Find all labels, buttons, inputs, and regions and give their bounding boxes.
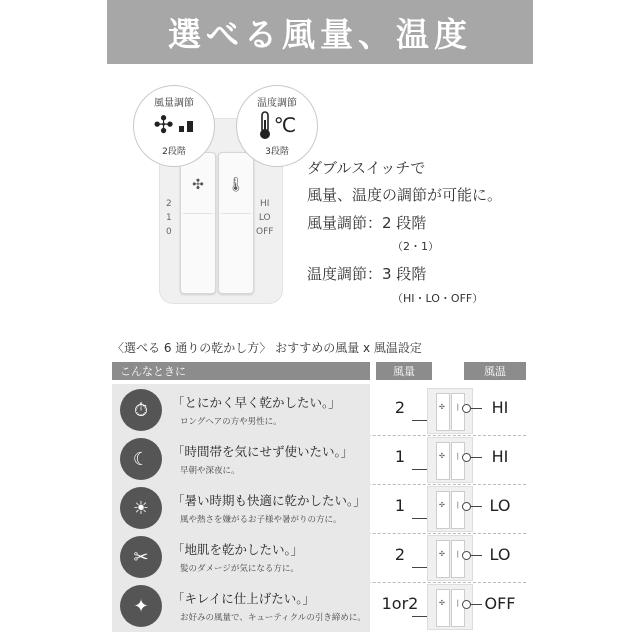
celsius-unit: ℃ [273, 113, 297, 137]
fan-icon: ✣ [153, 111, 174, 139]
table-row [112, 531, 526, 583]
table-row [112, 580, 526, 632]
thermometer-icon: ❘ [455, 501, 461, 509]
volume-value: 1 [394, 447, 406, 466]
fan-level-1: 1 [166, 213, 172, 223]
quick-icon-glyph: ⏱ [133, 399, 149, 421]
fan-icon: ✣ [439, 403, 445, 411]
desc-line-1: ダブルスイッチで [307, 159, 426, 177]
situation-sub: ロングヘアの方や男性に。 [180, 417, 282, 427]
badge-temp-title: 温度調節 [257, 98, 297, 109]
desc-temp-label: 温度調節：3 段階 [307, 265, 427, 283]
temp-value: OFF [484, 594, 516, 613]
situation-main: 「暑い時期も快適に乾かしたい。」 [172, 493, 366, 508]
table-row [112, 384, 526, 436]
moon-star-icon-glyph: ☾ [132, 448, 150, 470]
volume-value: 1 [394, 496, 406, 515]
fan-icon: ✣ [192, 177, 204, 193]
desc-fan-sub: （2・1） [392, 240, 439, 253]
thermometer-icon: 🌡 [227, 177, 245, 193]
badge-fan-title: 風量調節 [154, 98, 194, 109]
desc-temp-sub: （HI・LO・OFF） [392, 292, 484, 305]
volume-value: 1or2 [381, 594, 419, 613]
header-temp [464, 362, 526, 380]
fan-icon: ✣ [439, 550, 445, 558]
level-bars-icon [177, 118, 195, 132]
desc-line-2: 風量、温度の調節が可能に。 [307, 186, 503, 204]
sun-thermometer-icon-glyph: ☀ [132, 497, 150, 519]
situation-main: 「時間帯を気にせず使いたい。」 [172, 444, 354, 459]
table-row [112, 482, 526, 534]
situation-main: 「とにかく早く乾かしたい。」 [172, 395, 341, 410]
fan-rocker-switch [180, 152, 216, 294]
thermometer-icon: ❘ [455, 550, 461, 558]
situation-sub: 早朝や深夜に。 [180, 466, 240, 476]
fan-level-labels [166, 197, 172, 239]
quick-icon [120, 389, 162, 431]
sparkle-face-icon [120, 585, 162, 627]
mini-fan-switch [436, 491, 450, 529]
fan-icon: ✣ [439, 501, 445, 509]
page-title: 選べる風量、温度 [168, 14, 472, 54]
situation-main: 「地肌を乾かしたい。」 [172, 542, 304, 557]
temp-level-off: OFF [256, 227, 274, 237]
thermometer-icon: ❘ [455, 452, 461, 460]
header-temp-label: 風温 [484, 365, 506, 378]
badge-fan-steps: 2段階 [162, 147, 186, 157]
header-volume-label: 風量 [393, 365, 415, 378]
mini-fan-switch [436, 442, 450, 480]
table-title: 〈選べる 6 通りの乾かし方〉 おすすめの風量 x 風温設定 [112, 341, 422, 355]
thermometer-icon [258, 110, 272, 140]
fan-icon: ✣ [439, 599, 445, 607]
fan-adjust-badge [133, 85, 215, 167]
temp-level-lo: LO [258, 213, 271, 223]
temp-pointer-dot [462, 551, 471, 560]
desc-fan-label: 風量調節：2 段階 [307, 214, 427, 232]
temp-level-hi: HI [260, 199, 270, 209]
situation-sub: 髪のダメージが気になる方に。 [180, 564, 299, 574]
thermometer-icon: ❘ [455, 599, 461, 607]
header-volume [376, 362, 432, 380]
temp-value: LO [489, 545, 511, 564]
temp-value: HI [491, 398, 509, 417]
header-situation [112, 362, 370, 380]
title-banner [107, 0, 533, 64]
header-situation-label: こんなときに [120, 365, 186, 378]
temp-pointer-dot [462, 453, 471, 462]
fan-icon: ✣ [439, 452, 445, 460]
hair-icon [120, 536, 162, 578]
temp-level-labels [256, 197, 273, 239]
mini-fan-switch [436, 589, 450, 627]
sun-thermometer-icon [120, 487, 162, 529]
situation-sub: お好みの風量で、キューティクルの引き締めに。 [180, 613, 366, 623]
temp-adjust-badge [236, 85, 318, 167]
table-row [112, 433, 526, 485]
temp-pointer-dot [462, 600, 471, 609]
fan-level-2: 2 [166, 199, 172, 209]
mini-fan-switch [436, 540, 450, 578]
temp-value: LO [489, 496, 511, 515]
mini-fan-switch [436, 393, 450, 431]
situation-sub: 風や熱さを嫌がるお子様や暑がりの方に。 [180, 515, 342, 525]
temp-pointer-dot [462, 502, 471, 511]
temp-value: HI [491, 447, 509, 466]
volume-value: 2 [394, 545, 406, 564]
temp-pointer-dot [462, 404, 471, 413]
situation-main: 「キレイに仕上げたい。」 [172, 591, 316, 606]
fan-level-0: 0 [166, 227, 172, 237]
badge-temp-steps: 3段階 [265, 147, 289, 157]
moon-star-icon [120, 438, 162, 480]
temp-rocker-switch [218, 152, 254, 294]
sparkle-face-icon-glyph: ✦ [133, 595, 149, 617]
hair-icon-glyph: ✂ [133, 546, 149, 568]
thermometer-icon: ❘ [455, 403, 461, 411]
volume-value: 2 [394, 398, 406, 417]
